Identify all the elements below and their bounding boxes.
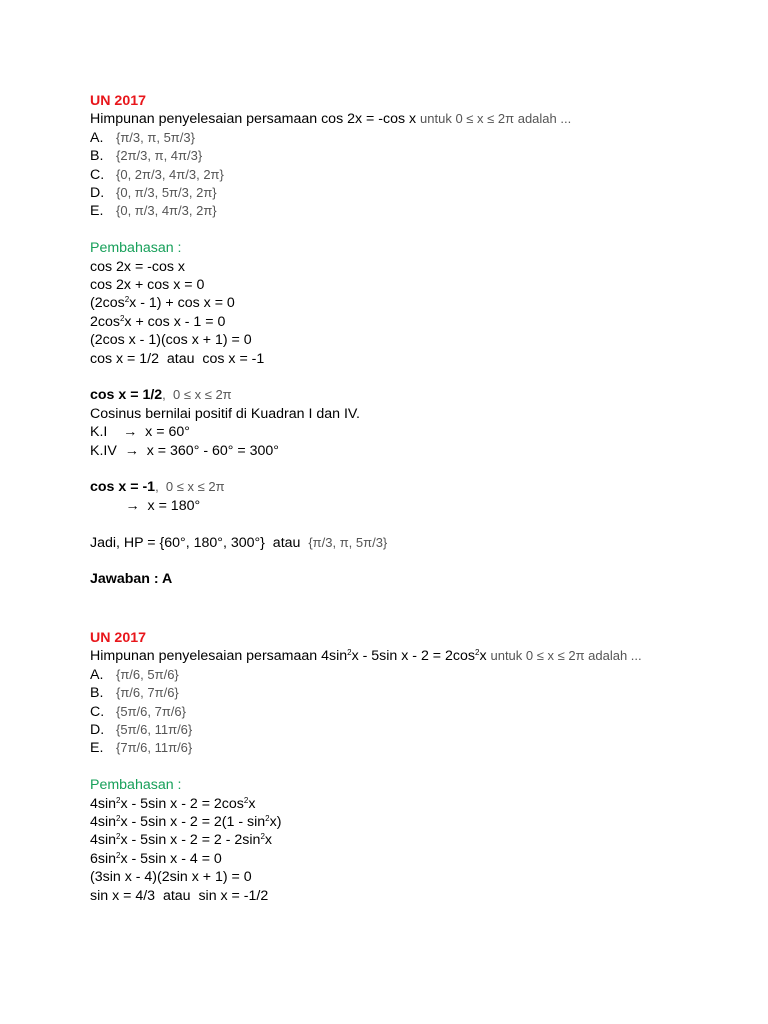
step-line [90, 813, 750, 831]
question-text [90, 110, 750, 128]
question-main: x [479, 648, 491, 665]
spacer [90, 221, 750, 239]
step-text: x) [269, 814, 282, 831]
step-line [90, 294, 750, 312]
option-value: {π/3, π, 5π/3} [116, 129, 195, 145]
step-line: sin x = 4/3 atau sin x = -1/2 [90, 887, 269, 904]
option-c [90, 166, 750, 184]
option-value: {2π/3, π, 4π/3} [116, 148, 203, 164]
option-letter: C. [90, 166, 105, 183]
step-line [90, 850, 750, 868]
step-text: x + cos x - 1 = 0 [124, 313, 226, 330]
quadrant-4-result: K.IV → x = 360° - 60° = 300° [90, 442, 279, 459]
superscript: 2 [265, 814, 270, 824]
option-value: {7π/6, 11π/6} [116, 740, 193, 756]
step-text: x - 5sin x - 2 = 2(1 - sin [120, 814, 266, 831]
question-text [90, 647, 750, 665]
question-main: Himpunan penyelesaian persamaan cos 2x = -cos x [90, 111, 421, 128]
spacer [90, 552, 750, 570]
spacer [90, 368, 750, 386]
superscript: 2 [116, 850, 121, 860]
case-1-heading [90, 386, 750, 404]
option-value: {π/6, 5π/6} [116, 666, 179, 682]
case-equation: cos x = 1/2 [90, 387, 163, 404]
option-b [90, 147, 750, 165]
step-text: 2cos [90, 313, 120, 330]
option-value: {5π/6, 7π/6} [116, 703, 186, 719]
option-e [90, 739, 750, 757]
step-line: (3sin x - 4)(2sin x + 1) = 0 [90, 869, 252, 886]
option-e [90, 202, 750, 220]
step-text: x [264, 832, 272, 849]
step-line [90, 313, 750, 331]
superscript: 2 [347, 648, 352, 658]
option-value: {5π/6, 11π/6} [116, 722, 193, 738]
step-line: cos 2x = -cos x [90, 258, 186, 275]
step-text: x - 1) + cos x = 0 [129, 295, 235, 312]
case-2-heading [90, 478, 750, 496]
step-text: 4sin [90, 795, 117, 812]
option-letter: A. [90, 666, 104, 683]
step-text: 6sin [90, 850, 117, 867]
superscript: 2 [260, 832, 265, 842]
step-text: x - 5sin x - 2 = 2 - 2sin [120, 832, 261, 849]
step-text: x - 5sin x - 4 = 0 [120, 850, 222, 867]
problem-2 [90, 629, 750, 905]
step-text: 4sin [90, 814, 117, 831]
option-value: {π/6, 7π/6} [116, 685, 179, 701]
option-value: {0, 2π/3, 4π/3, 2π} [116, 166, 224, 182]
conclusion-radians: {π/3, π, 5π/3} [308, 534, 388, 550]
option-letter: B. [90, 148, 104, 165]
problem-header: UN 2017 [90, 93, 146, 109]
problem-1 [90, 92, 750, 589]
option-a [90, 666, 750, 684]
option-b [90, 684, 750, 702]
superscript: 2 [116, 814, 121, 824]
problem-header: UN 2017 [90, 630, 146, 646]
option-value: {0, π/3, 5π/3, 2π} [116, 185, 217, 201]
superscript: 2 [243, 795, 249, 805]
option-letter: B. [90, 685, 104, 702]
option-value: {0, π/3, 4π/3, 2π} [116, 203, 217, 219]
option-d [90, 721, 750, 739]
option-d [90, 184, 750, 202]
pembahasan-label: Pembahasan : [90, 777, 182, 794]
case-1-description: Cosinus bernilai positif di Kuadran I dan IV. [90, 405, 360, 422]
quadrant-1-result: K.I → x = 60° [90, 424, 190, 441]
case-range: , 0 ≤ x ≤ 2π [162, 387, 232, 403]
step-text: 4sin [90, 832, 117, 849]
step-line [90, 831, 750, 849]
option-letter: C. [90, 703, 105, 720]
pembahasan-label: Pembahasan : [90, 240, 182, 257]
case-range: , 0 ≤ x ≤ 2π [155, 479, 225, 495]
option-c [90, 703, 750, 721]
answer: Jawaban : A [90, 571, 173, 588]
conclusion [90, 534, 750, 552]
superscript: 2 [119, 313, 125, 323]
step-text: x [248, 795, 256, 812]
option-letter: E. [90, 203, 104, 220]
step-text: x - 5sin x - 2 = 2cos [120, 795, 244, 812]
option-letter: E. [90, 740, 104, 757]
step-line: cos 2x + cos x = 0 [90, 277, 205, 294]
question-range: untuk 0 ≤ x ≤ 2π adalah ... [490, 648, 642, 664]
case-2-result: → x = 180° [90, 497, 201, 514]
spacer [90, 460, 750, 478]
conclusion-degrees: Jadi, HP = {60°, 180°, 300°} atau [90, 534, 309, 551]
option-a [90, 129, 750, 147]
question-main: x - 5sin x - 2 = 2cos [351, 648, 475, 665]
question-main: Himpunan penyelesaian persamaan 4sin [90, 648, 348, 665]
case-equation: cos x = -1 [90, 479, 156, 496]
superscript: 2 [474, 648, 480, 658]
step-line: cos x = 1/2 atau cos x = -1 [90, 350, 265, 367]
superscript: 2 [116, 795, 121, 805]
question-range: untuk 0 ≤ x ≤ 2π adalah ... [420, 111, 572, 127]
step-line [90, 795, 750, 813]
option-letter: D. [90, 722, 105, 739]
option-letter: A. [90, 129, 104, 146]
step-text: (2cos [90, 295, 125, 312]
spacer [90, 515, 750, 533]
superscript: 2 [124, 295, 130, 305]
spacer [90, 758, 750, 776]
option-letter: D. [90, 185, 105, 202]
superscript: 2 [116, 832, 121, 842]
step-line: (2cos x - 1)(cos x + 1) = 0 [90, 332, 252, 349]
